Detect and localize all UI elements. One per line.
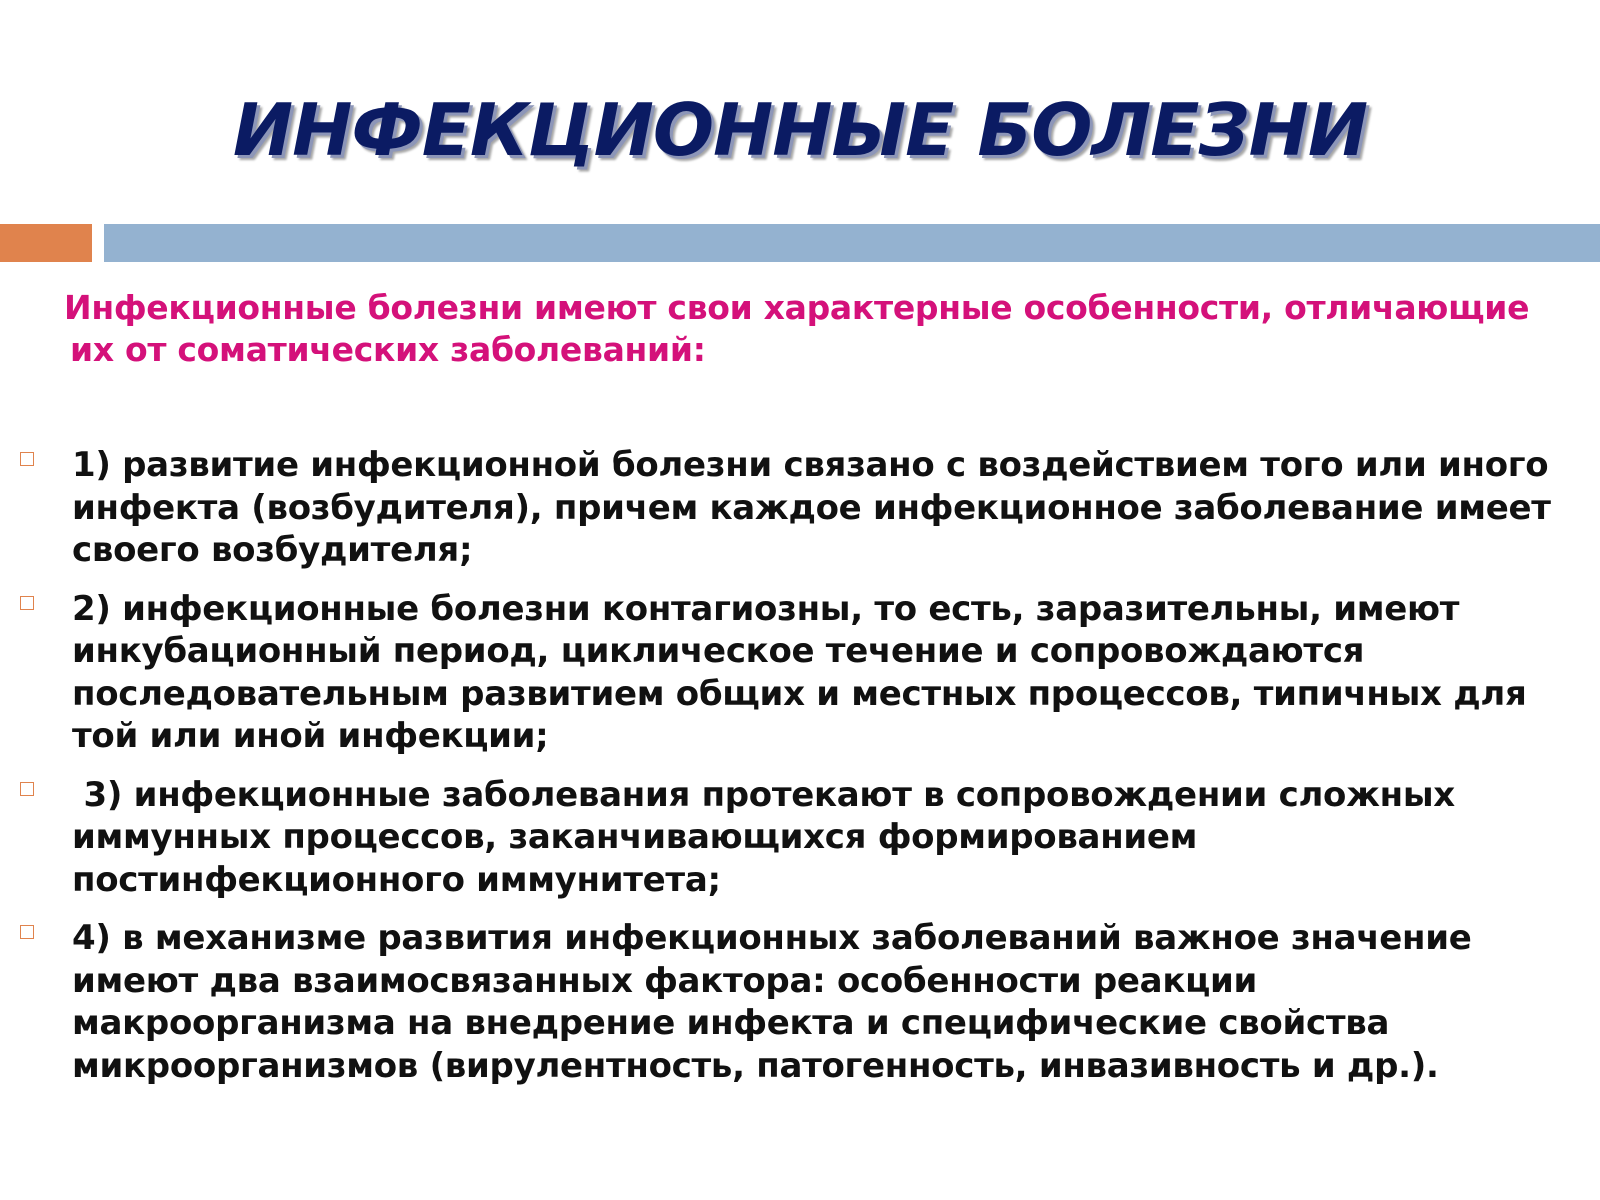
bullet-line: 1) развитие инфекционной болезни связано с воздействием того или иного bbox=[72, 445, 1549, 485]
intro-text bbox=[64, 287, 1584, 371]
bullet-line: 2) инфекционные болезни контагиозны, то есть, заразительны, имеют bbox=[72, 588, 1460, 629]
bullet-line: инкубационный период, циклическое течение и сопровождаются bbox=[72, 631, 1365, 671]
bullet-item-3 bbox=[0, 774, 1600, 902]
bullet-item-4 bbox=[0, 917, 1600, 1087]
bullet-line: инфекта (возбудителя), причем каждое инфекционное заболевание имеет bbox=[72, 487, 1551, 528]
bullet-line: той или иной инфекции; bbox=[72, 716, 549, 756]
bullet-line: иммунных процессов, заканчивающихся формированием bbox=[72, 817, 1198, 857]
accent-bar-orange bbox=[0, 224, 92, 262]
bullet-item-2 bbox=[0, 588, 1600, 758]
intro-line: Инфекционные болезни имеют свои характерные особенности, отличающие bbox=[64, 288, 1530, 327]
accent-bar-blue bbox=[104, 224, 1600, 262]
slide-title: ИНФЕКЦИОННЫЕ БОЛЕЗНИ bbox=[232, 88, 1368, 172]
bullet-line: имеют два взаимосвязанных фактора: особенности реакции bbox=[72, 960, 1258, 1001]
bullet-list bbox=[0, 444, 1600, 1103]
square-bullet-icon bbox=[20, 925, 34, 939]
bullet-line: макроорганизма на внедрение инфекта и специфические свойства bbox=[72, 1003, 1390, 1043]
square-bullet-icon bbox=[20, 596, 34, 610]
bullet-line: микроорганизмов (вирулентность, патогенность, инвазивность и др.). bbox=[72, 1045, 1439, 1086]
bullet-line: 3) инфекционные заболевания протекают в сопровождении сложных bbox=[72, 774, 1455, 815]
bullet-line: своего возбудителя; bbox=[72, 530, 473, 570]
intro-line: их от соматических заболеваний: bbox=[70, 330, 706, 369]
bullet-line: постинфекционного иммунитета; bbox=[72, 859, 721, 900]
square-bullet-icon bbox=[20, 782, 34, 796]
bullet-item-1 bbox=[0, 444, 1600, 572]
square-bullet-icon bbox=[20, 452, 34, 466]
bullet-line: 4) в механизме развития инфекционных заболеваний важное значение bbox=[72, 918, 1472, 958]
bullet-line: последовательным развитием общих и местных процессов, типичных для bbox=[72, 673, 1527, 714]
